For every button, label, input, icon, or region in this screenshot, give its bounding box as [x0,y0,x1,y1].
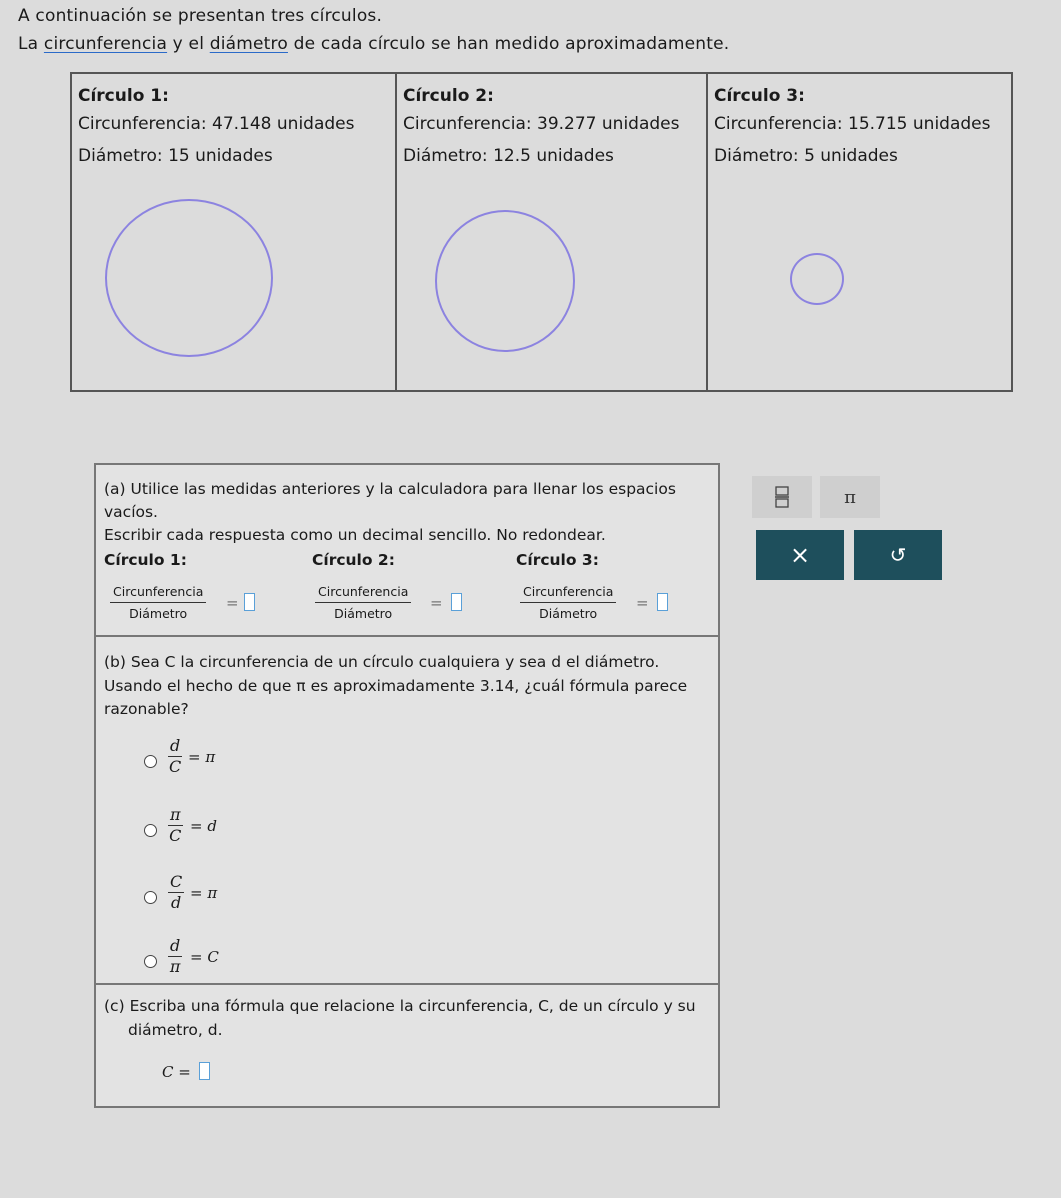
part-b-label: (b) [104,653,126,671]
option-denominator: C [169,757,182,776]
option-2-radio[interactable] [144,824,157,837]
option-denominator: C [169,826,182,845]
intro-text: de cada círculo se han medido aproximadamente. [287,34,730,54]
option-1-rhs: = π [188,748,216,766]
fraction-icon [775,486,789,508]
option-1-fraction [168,737,182,777]
part-a-text-1 [104,480,676,498]
option-4-fraction [168,937,182,977]
ratio-numerator: Circunferencia [110,584,206,603]
option-numerator: d [170,736,181,755]
circle-1-cell [72,74,395,390]
part-c-question: Escriba una fórmula que relacione la circunferencia, C, de un círculo y su [129,997,696,1015]
option-2-fraction [168,806,183,846]
pi-button[interactable]: π [820,476,880,518]
intro-text: y el [167,34,210,54]
equals-sign: = [430,594,443,612]
part-b-text-3: razonable? [104,700,189,718]
circle-2-cell [395,74,706,390]
circle-2-title: Círculo 2: [403,86,494,106]
undo-button[interactable]: ↺ [854,530,942,580]
circle-1-ratio [110,584,206,621]
part-a-text-3: Escribir cada respuesta como un decimal sencillo. No redondear. [104,526,606,544]
option-denominator: π [169,957,181,976]
part-a-instruction: Utilice las medidas anteriores y la calculadora para llenar los espacios [130,480,676,498]
circle-1-answer-input[interactable] [244,593,255,611]
circle-1-drawing [105,199,273,357]
part-b-question: Sea C la circunferencia de un círculo cualquiera y sea d el diámetro. [130,653,660,671]
option-numerator: C [170,872,183,891]
circle-3-answer-input[interactable] [657,593,668,611]
circle-3-drawing [790,253,844,305]
circle-3-circumference: Circunferencia: 15.715 unidades [714,114,991,134]
circle-2-circumference: Circunferencia: 39.277 unidades [403,114,680,134]
part-c-label: (c) [104,997,125,1015]
option-3-fraction [168,873,184,913]
ratio-numerator: Circunferencia [520,584,616,603]
option-4-rhs: = C [190,948,219,966]
clear-button[interactable]: × [756,530,844,580]
circle-2-ratio [315,584,411,621]
formula-answer-input[interactable] [199,1062,210,1080]
part-c-text-2: diámetro, d. [128,1021,223,1039]
circumference-link[interactable]: circunferencia [43,34,168,54]
equals-sign: = [636,594,649,612]
part-a-label: (a) [104,480,126,498]
circle-2-answer-input[interactable] [451,593,462,611]
circle-3-cell [706,74,1011,390]
circle-1-title: Círculo 1: [78,86,169,106]
option-4-radio[interactable] [144,955,157,968]
circle-3-diameter: Diámetro: 5 unidades [714,146,898,166]
ratio-denominator: Diámetro [334,606,393,621]
circle-2-drawing [435,210,575,352]
circle-3-title: Círculo 3: [714,86,805,106]
part-c [96,983,718,1106]
option-2-rhs: = d [190,817,217,835]
circle-1-diameter: Diámetro: 15 unidades [78,146,273,166]
part-b-text-2: Usando el hecho de que π es aproximadamente 3.14, ¿cuál fórmula parece [104,677,688,695]
option-1-radio[interactable] [144,755,157,768]
option-3-rhs: = π [190,884,218,902]
circle-2-diameter: Diámetro: 12.5 unidades [403,146,614,166]
question-panel [94,463,720,1108]
part-a-circle-2-title: Círculo 2: [312,551,395,569]
part-a-circle-3-title: Círculo 3: [516,551,599,569]
circle-3-ratio [520,584,616,621]
option-denominator: d [171,893,182,912]
part-a-text-2: vacíos. [104,503,158,521]
intro-line-1: A continuación se presentan tres círculos. [18,6,383,26]
ratio-denominator: Diámetro [539,606,598,621]
part-a-circle-1-title: Círculo 1: [104,551,187,569]
option-numerator: d [170,936,181,955]
equals-sign: = [226,594,239,612]
intro-line-2 [18,34,729,54]
part-c-text-1 [104,997,696,1015]
ratio-denominator: Diámetro [129,606,188,621]
diameter-link[interactable]: diámetro [209,34,288,54]
ratio-numerator: Circunferencia [315,584,411,603]
part-b-text-1 [104,653,659,671]
circle-1-circumference: Circunferencia: 47.148 unidades [78,114,355,134]
option-3-radio[interactable] [144,891,157,904]
intro-text: La [18,34,44,54]
part-a [96,465,718,635]
formula-lhs: C = [162,1063,191,1081]
part-b [96,635,718,983]
fraction-button[interactable] [752,476,812,518]
option-numerator: π [170,805,181,824]
circles-table [70,72,1013,392]
